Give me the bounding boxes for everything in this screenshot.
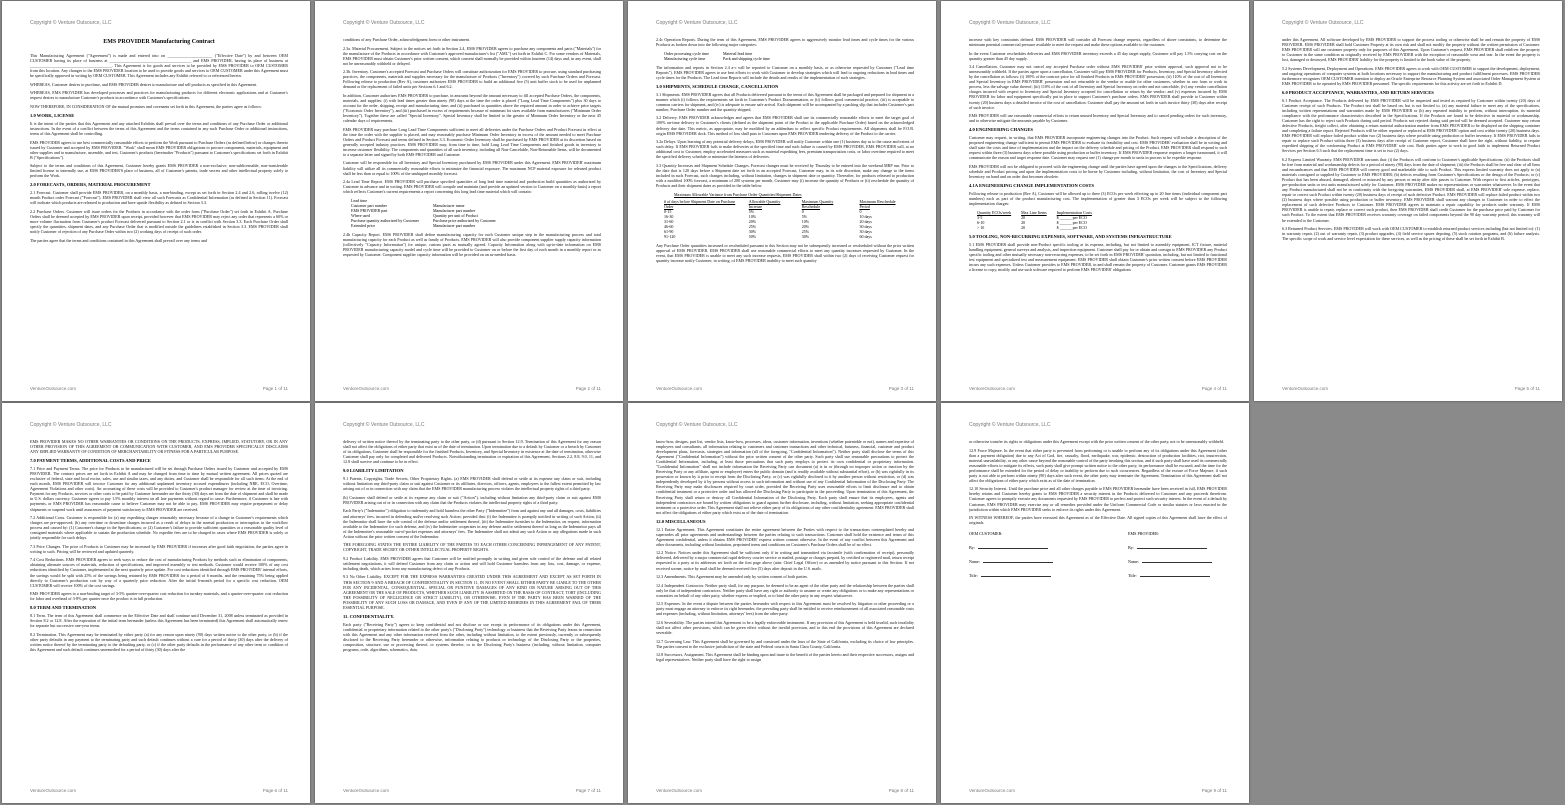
footer-site: VentureOutsource.com	[343, 788, 390, 793]
paragraph: This Manufacturing Agreement ("Agreement") is made and entered into on ______________________ ("Effective Date") by and between OEM CUSTOMER having its place of business at ________________________________________ and EMS PROVIDER, having its place of business at ________________________________________. This Agreement is for goods and services to be provided by EMS PROVIDER to OEM CUSTOMER from this location. Any changes to the EMS PROVIDER location to be used to provide goods and services to OEM CUSTOMER under this Agreement must be specifically approved in writing by OEM CUSTOMER. This Agreement includes any Exhibit referred to or referenced herein.	[30, 53, 288, 79]
paragraph: delivery of written notice thereof by the terminating party to the other party, or (d) pursuant to Section 12.9. Termination of this Agreement for any reason shall not affect the obligations of either party that exist as of the date of termination. Upon termination due to a default by Customer or a breach by Customer of its obligations, Customer shall be responsible for the finished Products, Inventory, and Special Inventory in existence at the date of termination, otherwise Customer shall pay only for completed and delivered Products. Notwithstanding termination or expiration of this Agreement, Sections 2.2, 8.8, 9.0, 11, and 12.8 shall survive and continue to be in effect.	[343, 439, 601, 465]
table-cell: 10 days	[859, 213, 872, 219]
document-page[interactable]	[941, 1, 1249, 401]
paragraph: 9.2 Product Liability. EMS PROVIDER agrees that Customer will be notified promptly in writing and given sole control of the defense and all related settlement negotiations, it will defend Customer from any claim or action and will hold Customer harmless from any loss, cost, damage, or expense, including death, which arises from any manufacturing defect of any Products.	[343, 555, 601, 571]
signature-field-label: By:	[969, 545, 975, 551]
paragraph: 6.3 Returned Product Services. EMS PROVIDER will work with OEM CUSTOMER to establish returned product services including (but not limited to): (1) in warranty repair, (2) out of warranty repair, (3) product upgrades, (4) field service spares depoting, (5) stock rotation programs, and (6) failure analysis. The specific scope of work and service level expectation for these services, as well as the pricing of these shall be set forth in Exhibit B.	[1282, 226, 1540, 242]
table-cell: 61-90	[664, 228, 674, 234]
page-of: of 11	[1217, 788, 1227, 793]
page-number: 8	[900, 788, 904, 793]
footer-page-number	[1515, 386, 1540, 391]
section-heading: 8.0 TERM AND TERMINATION	[30, 605, 97, 611]
paragraph: 3.2 Delivery. EMS PROVIDER acknowledges and agrees that EMS PROVIDER shall use its commercially reasonable efforts to meet the target goal of 100% on-time delivery to Customer's clients (defined as the shipment point of the Product to the applicable Purchase Order) based on the acknowledged delivery due date. This metric, as appropriate, may be modified by an addendum to reflect specific Product requirements. All shipments shall be F.O.B. origin EMS PROVIDER dock. This method of loss shall pass to Customer upon EMS PROVIDER tendering delivery of the Product to the carrier.	[656, 115, 914, 136]
paragraph: increase with key constraints defined. EMS PROVIDER will consider all Forecast change requests, regardless of above constraints, to determine the minimum potential commercial pressure available to meet the request and make these options available to the customer.	[969, 37, 1227, 48]
page-number: 6	[274, 788, 278, 793]
paragraph: Customer will be responsible for all Inventory and Special Inventory purchased by EMS PROVIDER under this Agreement. EMS PROVIDER' maximum liability will utilize all its commercially reasonable efforts to minimize the financial exposure. The maximum NCP material exposure for released product shall be less than or equal to 100% of the unshipped monthly forecast.	[343, 160, 601, 176]
page-footer	[30, 386, 288, 391]
table-cell: Manufacturer part number	[432, 207, 476, 213]
page-label: Page	[888, 788, 900, 793]
signature-party: OEM CUSTOMER:	[969, 531, 1003, 537]
section-heading: 7.0 PAYMENT TERMS, ADDITIONAL COSTS AND PRICE	[30, 458, 151, 464]
page-footer	[656, 788, 914, 793]
paragraph: 12.10 Security Interest. Until the purchase price and all other charges payable to EMS PROVIDER hereunder have been received in full, EMS PROVIDER hereby retains and Customer hereby grants to EMS PROVIDER a security interest in the Products delivered to Customer and any proceeds therefrom. Customer agrees to promptly execute any documents requested by EMS PROVIDER to perfect and protect such security interest. In the event of a default by Customer, EMS PROVIDER may exercise any or all remedies provided under the Uniform Commercial Code or similar statutes or laws enacted in the jurisdiction within which EMS PROVIDER seeks to enforce its rights under this Agreement.	[969, 486, 1227, 512]
page-body	[343, 439, 601, 781]
table-row	[664, 234, 914, 239]
paragraph: 2.3b. Inventory. Customer's accepted Forecast and Purchase Orders will constitute authorization for EMS PROVIDER to procure, using standard purchasing practices, the components, materials and supplies necessary for the manufacture of Products ("Inventory") covered by such Purchase Orders and Forecast. Following release to production (Rev A), customer authorizes EMS PROVIDER to build an additional five (5) unit buffer stock to be used for unplanned demand or the replacement of failed units per Sections 6.1 and 6.2.	[343, 69, 601, 90]
signature-line	[969, 545, 1068, 550]
footer-page-number	[576, 788, 601, 793]
paragraph: 9.1 Patents, Copyrights, Trade Secrets, Other Proprietary Rights. (a) EMS PROVIDER shall defend or settle at its expense any claim or suit, including without limitation any third-party claim or suit against Customer or its affiliates, directors, officers, agents, employees to the fullest extent permitted by law arising out of or in connection with any claim that the EMS PROVIDER manufacturing process violates the intellectual property rights of a third party.	[343, 476, 601, 492]
paragraph: under this Agreement. All software developed by EMS PROVIDER to support the process tooling or otherwise shall be and remain the property of EMS PROVIDER. EMS PROVIDER shall hold Customer Property at its own risk and shall not modify the property without the written permission of Customer. EMS PROVIDER will use customer property only for purposes of this Agreement. Upon Customer's request, EMS PROVIDER shall redeliver the property to Customer in the same condition as originally received by EMS PROVIDER with the exception of reasonable wear and tear. In the event the property is lost, damaged or destroyed, EMS PROVIDER' liability for the property is limited to the book value of the property.	[1282, 37, 1540, 63]
page-number: 3	[900, 386, 904, 391]
paragraph: EMS PROVIDER MAKES NO OTHER WARRANTIES OR CONDITIONS ON THE PRODUCTS, EXPRESS, IMPLIED, STATUTORY, OR IN ANY OTHER PROVISION OF THIS AGREEMENT OR COMMUNICATION WITH CUSTOMER, AND EMS PROVIDER SPECIFICALLY DISCLAIMS ANY IMPLIED WARRANTY OF CONDITION OF MERCHANTABILITY OR FITNESS FOR A PARTICULAR PURPOSE.	[30, 439, 288, 455]
page-label: Page	[575, 788, 587, 793]
signature-field-label: Name:	[1128, 559, 1139, 565]
footer-site: VentureOutsource.com	[30, 788, 77, 793]
paragraph: 12.5 Expenses. In the event a dispute between the parties hereunder with respect to this Agreement must be resolved by litigation or other proceeding or a party must engage an attorney to enforce its right hereunder, the prevailing party shall be entitled to receive reimbursement of all associated reasonable costs and expenses (including, without limitation, attorneys' fees) from the other party.	[656, 601, 914, 617]
page-of: of 11	[904, 788, 914, 793]
section-heading: 3.0 SHIPMENTS, SCHEDULE CHANGE, CANCELLATION	[656, 83, 779, 89]
footer-site: VentureOutsource.com	[969, 788, 1016, 793]
paragraph: WHEREAS, EMS PROVIDER has developed processes and practices for manufacturing products for different electronic applications and at Customer's request desires to manufacture Customer's products in accordance with Customer's specifications.	[30, 90, 288, 101]
paragraph: conditions of any Purchase Order, acknowledgment form or other instrument.	[343, 37, 471, 42]
page-footer	[969, 386, 1227, 391]
document-page[interactable]	[315, 1, 623, 401]
table-row	[664, 56, 784, 61]
footer-site: VentureOutsource.com	[656, 788, 703, 793]
table-cell: Manufacturer part number	[432, 222, 476, 228]
table-cell: 20%	[748, 218, 757, 224]
paragraph: Customer may request, in writing, that EMS PROVIDER incorporate engineering changes into the Product. Such request will include a description of the proposed engineering change sufficient to permit EMS PROVIDER to evaluate its feasibility and cost. EMS PROVIDER' evaluation shall be in writing and shall state the costs and time of implementation and the impact on the delivery schedule and pricing of the Product. EMS PROVIDER shall respond to such request within three (3) business days where possible using production or buffer inventory. If EMS PROVIDER response requires a longer turnaround, it will communicate the reason and target response date. Customer may request one (1) change per month to units in process to be expedite response.	[969, 135, 1227, 161]
signature-line	[1128, 545, 1227, 550]
table-cell: Pack and shipping cycle time	[722, 55, 770, 61]
page-label: Page	[262, 386, 274, 391]
footer-page-number	[263, 386, 288, 391]
page-footer	[656, 386, 914, 391]
paragraph: 3.3 Quantity Increases and Shipment Schedule Changes. Forecast changes must be received by Thursday to be entered into the weekend MRP run. Prior to the date that is 120 days before a Shipment date set forth in an accepted Forecast, Customer may, in its sole discretion, make any change to the items included in such Forecast, such changes including, without limitation, changes in shipment date or quantity. Thereafter, for products released to production with a modified 100% forecast, a minimum of 200 systems per month, Customer may (i) increase the quantity of Products or (ii) reschedule the quantity of Products and their shipment dates as provided in the table below.	[656, 162, 914, 188]
table-header-row	[977, 210, 1102, 215]
paragraph: 12.4 Independent Contractor. Neither party shall, for any purpose, be deemed to be an agent of the other party and the relationship between the parties shall only be that of independent contractors. Neither party shall have any right or authority to assume or create any obligations or to make any representations or warranties on behalf of any other party, whether express or implied, or to bind the other party in any respect whatsoever.	[656, 582, 914, 598]
paragraph: 2.2 Purchase Orders. Customer will issue orders for the Products in accordance with the order form ("Purchase Order") set forth in Exhibit A. Purchase Orders shall be deemed accepted by EMS PROVIDER upon receipt, provided however that EMS PROVIDER may reject any order that represents a 60% or more volume fluctuation from Customer's product Forecast delivered pursuant to Section 2.1 or is in conflict with Section 3.3. Each Purchase Order shall specify the quantities, shipment dates, and any Purchase Order that is modified outside the guidelines established in Section 3.3. EMS PROVIDER shall notify Customer of rejection of any Purchase Order within two (2) working days of receipt of such order.	[30, 209, 288, 235]
section-heading: 11. CONFIDENTIALITY.	[343, 613, 395, 619]
section-heading: 1.0 WORK, LICENSE	[30, 112, 75, 118]
paragraph: It is the intent of the parties that this Agreement and any attached Exhibits shall prevail over the terms and conditions of any Purchase Order or additional instructions. In the event of a conflict between the terms of this Agreement and the terms contained in any such Purchase Order or additional instructions, terms of this Agreement shall be controlling.	[30, 120, 288, 137]
signature-column	[1128, 531, 1227, 587]
table-cell: Manufacturer name	[432, 202, 465, 208]
page-of: of 11	[1217, 386, 1227, 391]
footer-page-number	[889, 788, 914, 793]
page-thumbnail-grid	[2, 1, 1563, 803]
page-number: 2	[587, 386, 591, 391]
section-heading: 12.0 MISCELLANEOUS	[656, 518, 706, 524]
footer-page-number	[889, 386, 914, 391]
signature-blank	[978, 548, 1048, 549]
document-page[interactable]	[628, 1, 936, 401]
page-body	[656, 37, 914, 379]
table-cell: $ ______ per ECO	[1056, 214, 1087, 220]
table-cell: 25%	[801, 228, 810, 234]
paragraph: EMS PROVIDER agrees to use best commercially reasonable efforts to perform the Work pursuant to Purchase Orders (as defined below) or changes thereto issued by Customer and accepted by EMS PROVIDER. "Work" shall mean EMS PROVIDER obligations to procure components, materials, equipment and other supplies and to manufacture, assemble, and test, Customer's products (hereinafter "Products") pursuant to Customer's specifications set forth in Exhibit B ("Specifications").	[30, 139, 288, 160]
signature-column	[969, 531, 1068, 587]
table-cell: 30 days	[859, 228, 872, 234]
table-cell: 20	[1021, 214, 1026, 220]
page-body	[969, 439, 1227, 781]
table-cell: 91-120	[664, 233, 676, 239]
page-of: of 11	[904, 386, 914, 391]
paragraph: 6.1 Product Acceptance. The Products delivered by EMS PROVIDER will be inspected and tested as required by Customer within twenty (20) days of Customer receipt of such Products. The Product test shall be based on, but is not limited to, (a) any material failure to meet any of the specifications, including written representations and warranties made by EMS PROVIDER or (b) any repeated inability to perform, without interruption, its material compliance with the performance characteristics described in the Specifications. If the Products are found to be defective in material or workmanship, Customer has the right to reject such Products during said period. Products not rejected during said period will be deemed accepted. Customer may return defective Products, freight collect, after obtaining a return material authorization number from EMS PROVIDER to be displayed on the shipping container and completing a failure report. Rejected Products will be either repaired or replaced at EMS PROVIDER' option and cost within twenty (20) business days. EMS PROVIDER will replace failed product within two (2) business days where possible using production or buffer inventory. If EMS PROVIDER fails to repair or replace such Product within three (3) business days after receipt of Customer report, Customer shall have the right, without liability, to require expedited shipping of the conforming Product at EMS PROVIDER' sole cost. Both parties agree to work in good faith to implement Returned Product Services per Section 6.3 such that the replacement time is set to two (2) days.	[1282, 97, 1540, 154]
page-body	[343, 37, 601, 379]
section-heading: 4.1A ENGINEERING CHANGE IMPLEMENTATION COSTS	[969, 183, 1095, 189]
paragraph: IN WITNESS WHEREOF, the parties have executed this Agreement as of the Effective Date. All signed copies of this Agreement shall have the effect of originals.	[969, 515, 1227, 526]
table-cell: Order processing cycle time	[664, 50, 709, 56]
document-page[interactable]	[1254, 1, 1562, 401]
page-of: of 11	[1530, 386, 1540, 391]
page-header: Copyright © Venture Outsource, LLC	[30, 20, 112, 26]
page-label: Page	[1201, 386, 1213, 391]
paragraph: 8.2 Termination. This Agreement may be terminated by either party (a) for any reason upon ninety (90) days written notice to the other party, or (b) if the other party defaults in any payment to the terminating party and such default continues without a cure for a period of thirty (30) days after the delivery of written notice thereof by the terminating party to the defaulting party, or (c) if the other party defaults in the performance of any other term or condition of this Agreement and such default continues unremedied for a period of thirty (30) days after the	[30, 631, 288, 653]
document-page[interactable]	[941, 403, 1249, 803]
section-heading: 9.0 LIABILITY LIMITATION	[343, 468, 404, 474]
table-cell: 5%	[801, 213, 808, 219]
page-content	[656, 403, 914, 803]
table-cell: 0	[859, 208, 862, 214]
page-of: of 11	[278, 788, 288, 793]
table-cell: 6-10	[977, 219, 985, 225]
table-cell: 30%	[748, 228, 757, 234]
page-of: of 11	[278, 386, 288, 391]
paragraph: 6.2 Express Limited Warranty. EMS PROVIDER warrants that: (i) the Products will conform to Customer's applicable Specifications; (ii) the Products shall be free from material and workmanship defects for a period of ninety (90) days from the date of shipment; (iii) the Products shall be free and clear of all liens and encumbrances and that EMS PROVIDER will convey good and marketable title to such Product. This express limited warranty does not apply to (a) materials consigned or supplied by Customer to EMS PROVIDER; (b) defects resulting from Customer's Specifications or the design of the Products; or (c) Product that has been abused, damaged, altered or misused by any person or entity after title passes to Customer. With respect to first articles, prototypes, pre-production units or test units manufactured solely for Customer, EMS PROVIDER makes no representations or warranties whatsoever. In the event that any Product manufactured shall not be in conformity with the foregoing warranties, EMS PROVIDER shall, at EMS PROVIDER' sole expense, replace, repair or correct such Product within twenty (20) business days of receipt of such defective Product. EMS PROVIDER will replace failed product within two (2) business days where possible using production or buffer inventory. EMS PROVIDER shall warrant any changes to Customer in order to effect the replacement of such defective Products to Customer. EMS PROVIDER agrees to maintain a repair capability for products under warranty. If EMS PROVIDER is unable to repair, replace or correct such product, then EMS PROVIDER shall credit Customer for the purchase price paid by Customer for such Product. To the extent that EMS PROVIDER receives warranty coverage on failed components beyond the 90 day warranty period, this warranty will be extended to the Customer.	[1282, 156, 1540, 223]
paragraph: 5.2 Systems Development, Deployment and Operations. EMS PROVIDER agrees to work with OEM CUSTOMER to support the development, deployment, and ongoing operations of computer systems at both locations necessary to support the manufacturing and product fulfillment processes. EMS PROVIDER furthermore recognizes OEM CUSTOMER intention to deploy an Oracle Enterprise Resource Planning System and associated Order Management System at EMS PROVIDER to be operated by EMS PROVIDER personnel. The specific requirements for this activity are set forth in Exhibit D.	[1282, 65, 1540, 86]
paragraph: 7.4 Cost Reductions. EMS PROVIDER agrees to seek ways to reduce the cost of manufacturing Products by methods such as elimination of components, obtaining alternate sources of materials, reduction of specifications, and improved assembly or test methods. Customer would receive 100% of any cost reductions identified by Customer, implemented at the next quarterly price update. For cost reductions identified through EMS PROVIDER' internal efforts, the savings would be split with 25% of the savings being retained by EMS PROVIDER for a period of 6 months, and the remaining 75% being applied directly to Customer's production cost by way of a quarterly price reduction. After the initial 6-month period for a specific cost reduction, OEM CUSTOMER will receive 100% of the cost savings.	[30, 557, 288, 588]
signature-party: EMS PROVIDER:	[1128, 531, 1160, 537]
paragraph: 3.2a Delays. Upon learning of any potential delivery delays, EMS PROVIDER will notify Customer within one (1) business day as to the cause and extent of such delay. If EMS PROVIDER fails to make deliveries at the specified time and such failure is caused by EMS PROVIDER, EMS PROVIDER will, at no additional cost to Customer, employ accelerated measures such as material expediting fees, premium transportation costs, or labor overtime required to meet the specified delivery schedule or minimize the lateness of deliveries.	[656, 139, 914, 160]
page-header: Copyright © Venture Outsource, LLC	[969, 422, 1051, 428]
paragraph: EMS PROVIDER may purchase Long Lead Time Components sufficient to meet all deliveries under the Purchase Orders and Product Forecast in effect at the time the order with the supplier is placed, and may reasonably purchase Minimum Order Inventory in excess of the amount needed to meet Purchase Orders and Product Forecast and terms defined in Section 3.3. Economic Order Inventory shall be purchased by EMS PROVIDER at its discretion based on generally accepted industry practices. EMS PROVIDER may, from time to time, hold Long Lead Time Components and finished goods in inventory to increase customer flexibility. The components and quantities of all such inventory, including all Non-Cancelable, Non-Returnable Items, will be documented to a separate letter and signed by both EMS PROVIDER and Customer.	[343, 126, 601, 157]
table-cell: $ ______ per ECO	[1056, 219, 1087, 225]
page-footer	[343, 788, 601, 793]
paragraph: EMS PROVIDER will not be obligated to proceed with the engineering change until the parties have agreed upon the changes to the Specifications, delivery schedule and Product pricing and upon the implementation costs to be borne by Customer including, without limitation, the cost of Inventory and Special Inventory on hand and on order that becomes obsolete.	[969, 163, 1227, 180]
signature-field-label: Name:	[969, 559, 980, 565]
document-page[interactable]	[2, 1, 310, 401]
table-header-cell: Maximum Quantity Reschedule	[801, 198, 834, 209]
signature-line	[1128, 573, 1227, 578]
table-cell: 20 days	[859, 218, 872, 224]
paragraph: The parties agree that the terms and conditions contained in this Agreement shall prevail over any terms and	[30, 237, 207, 243]
document-page[interactable]	[2, 403, 310, 803]
page-content	[30, 1, 288, 401]
paragraph: or otherwise transfer its rights or obligations under this Agreement except with the prior written consent of the other party, not to be unreasonably withheld.	[969, 439, 1224, 444]
section-heading: 4.0 ENGINEERING CHANGES	[969, 127, 1033, 133]
table-header-cell: Quantity ECOs/week	[977, 209, 1012, 215]
paragraph: 7.3 Price Changes. The price of Products to Customer may be increased by EMS PROVIDER if increases after good faith negotiation, the parties agree in writing to such. Pricing will be reviewed and updated quarterly.	[30, 543, 288, 554]
paragraph: Each Party's ("Indemnitor") obligation to indemnify and hold harmless the other Party ("Indemnitee") from and against any and all damages, costs, liabilities and attorneys' fees, incurred in defending and/or resolving such Action; provided that: (i) the Indemnitee is promptly notified in writing of such Action, (ii) the Indemnitor shall have the sole control of the defense and/or settlement thereof, (iii) the Indemnitee furnishes to the Indemnitor, on request, information available to the Indemnitee for such defense, and (iv) the Indemnitee cooperates in any defense and/or settlement thereof as long as the Indemnitor pays all of the Indemnitee's reasonable out-of-pocket expenses and attorneys' fees. The Indemnitee shall not admit any such Action or any allegations made in such Action without the prior written consent of the Indemnitor.	[343, 508, 601, 539]
table-cell: 46-60	[664, 223, 674, 229]
page-number: 9	[1213, 788, 1217, 793]
paragraph: Subject to the terms and conditions of this Agreement, Customer hereby grants EMS PROVIDER a non-exclusive, non-sublicensable, non-transferable limited license to internally use, at EMS PROVIDER'S place of business, all of Customer's patents, trade secrets and other intellectual property solely to perform the Work.	[30, 163, 288, 179]
page-header: Copyright © Venture Outsource, LLC	[656, 20, 738, 26]
signature-block	[969, 531, 1227, 587]
page-body	[969, 37, 1227, 379]
paragraph: 12.2 Notice. Notices under this Agreement shall be sufficient only if in writing and transmitted via facsimile (with confirmation of receipt), personally delivered, delivered by a major commercial rapid delivery courier service or mailed, postage or charges prepaid, by certified or registered mail, return receipt requested to a party at its addresses set forth on the first page above (attn: Chief Legal Officer) or as amended by notice pursuant to this Section. If not received sooner, notice by mail shall be deemed received five (5) days after deposit in the U.S. mails.	[656, 550, 914, 571]
table-cell: 31-60	[664, 218, 674, 224]
table-cell: Extended price	[351, 222, 376, 228]
footer-site: VentureOutsource.com	[1282, 386, 1329, 391]
signature-field-label: By:	[1128, 545, 1134, 551]
paragraph: 12.8 Successors, Assignment. This Agreement shall be binding upon and inure to the benefit of the parties hereto and their respective successors, assigns and legal representatives. Neither party shall have the right to assign	[656, 652, 914, 663]
table-cell: 50%	[748, 233, 757, 239]
signature-blank	[1140, 576, 1210, 577]
page-label: Page	[262, 788, 274, 793]
page-label: Page	[1201, 788, 1213, 793]
signature-blank	[1137, 548, 1207, 549]
page-footer	[343, 386, 601, 391]
page-of: of 11	[591, 788, 601, 793]
data-table	[351, 198, 510, 228]
table-cell: 60 days	[859, 233, 872, 239]
page-number: 4	[1213, 386, 1217, 391]
signature-field-label: Title:	[969, 573, 978, 579]
table-cell: 5%	[748, 208, 755, 214]
table-cell: Where used	[351, 212, 370, 218]
page-number: 1	[274, 386, 278, 391]
footer-site: VentureOutsource.com	[656, 386, 703, 391]
paragraph: EMS PROVIDER will use reasonable commercial efforts to return unused Inventory and Special Inventory and to cancel pending orders for such inventory, and to otherwise mitigate the amounts payable by Customer.	[969, 113, 1227, 124]
table-cell: Lead time	[351, 197, 368, 203]
paragraph: The information and reports in Section 2.4 a-c will be reported to Customer on a monthly basis, or as otherwise requested by Customer ("Lead time Reports"). EMS PROVIDER agrees to use best efforts to work with Customer to develop strategies which will lead to ongoing reductions in lead times and cycle times for the Products. The Lead time Reports will include the details and results of the implementation of such strategies.	[656, 64, 914, 80]
page-content	[656, 1, 914, 401]
table-row	[351, 223, 510, 228]
footer-site: VentureOutsource.com	[30, 386, 77, 391]
footer-site: VentureOutsource.com	[969, 386, 1016, 391]
table-header-cell: Max Line Items	[1021, 209, 1047, 215]
table-cell: Manufacturing cycle time	[664, 55, 706, 61]
footer-page-number	[263, 788, 288, 793]
signature-line	[969, 573, 1068, 578]
section-heading: 6.0 PRODUCT ACCEPTANCE, WARRANTIES, AND RETURN SERVICES	[1282, 89, 1434, 95]
table-cell: 3-5	[977, 214, 983, 220]
table-cell: 30 days	[859, 223, 872, 229]
table-cell: 20	[1021, 219, 1026, 225]
table-cell: 0	[801, 208, 804, 214]
page-number: 5	[1526, 386, 1530, 391]
page-header: Copyright © Venture Outsource, LLC	[656, 422, 738, 428]
paragraph: 12.7 Governing Law. This Agreement shall be governed by and construed under the laws of the State of California, excluding its choice of law principles. The parties consent to the exclusive jurisdiction of the state and Federal courts in Santa Clara County, California.	[656, 638, 914, 649]
paragraph: 2.4a Lead Time Report. EMS PROVIDER will purchase specified quantities of long lead time material and production build quantities as authorized by Customer in advance and in writing. EMS PROVIDER will compile and maintain (and provide an updated version to Customer on a monthly basis) a report which reflects Customer's current requirements a report concerning this long lead time material which will contain:	[343, 179, 601, 195]
page-header: Copyright © Venture Outsource, LLC	[343, 20, 425, 26]
paragraph: Following release to production (Rev A), Customer will be allowed up to three (3) ECOs per week effecting up to 20 line items (individual component part numbers) each as part of the product manufacturing cost. The implementation of greater than 3 ECOs per week will be subject to the following implementation charges:	[969, 191, 1227, 207]
page-header: Copyright © Venture Outsource, LLC	[969, 20, 1051, 26]
section-heading: 2.0 FORECASTS, ORDERS, MATERIAL PROCUREMENT	[30, 182, 151, 188]
table-cell: 25%	[748, 223, 757, 229]
document-page[interactable]	[315, 403, 623, 803]
page-body	[30, 439, 288, 781]
document-page[interactable]	[628, 403, 936, 803]
table-header-cell: # of days before Shipment Date on Purchase Order	[664, 198, 736, 209]
page-header: Copyright © Venture Outsource, LLC	[343, 422, 425, 428]
paragraph: Any Purchase Order quantities increased or rescheduled pursuant to this Section may not be subsequently increased or rescheduled without the prior written approval of EMS PROVIDER. EMS PROVIDER shall use reasonable commercial efforts to meet any quantity increases requested by Customer. In the event, that EMS PROVIDER is unable to meet any such increase requests, EMS PROVIDER shall within two (2) days of receiving Customer request for quantity increase notify Customer, in writing, of EMS PROVIDER inability to meet such quantity	[656, 242, 914, 263]
paragraph: 7.2 Additional Costs. Customer is responsible for (a) any expediting charges reasonably necessary because of a change in Customer's requirements which charges are pre-approved; (b) any overtime or downtime charges incurred as a result of delays in the normal production or interruption in the workflow process and caused by: (1) Customer's change in the Specifications; or (2) Customer's failure to provide sufficient quantities or a reasonable quality level of consigned materials where applicable to sustain the production schedule. No expedite fees are to be charged in cases where EMS PROVIDER is solely or jointly responsible for such delays.	[30, 515, 288, 541]
data-table	[977, 210, 1102, 230]
paragraph: 3.1 Shipments. EMS PROVIDER agrees that all Products delivered pursuant to the terms of this Agreement shall be packaged and prepared for shipment in a manner which (i) follows the requirements set forth in Customer's Product Documentation, or (ii) follows good commercial practice, (iii) is acceptable to common carriers for shipment, and (iv) is adequate to ensure safe arrival. Each shipment will be accompanied by a packing slip that includes Customer's part number, Purchase Order number and the quantity shipped.	[656, 91, 914, 112]
page-body	[30, 37, 288, 379]
footer-page-number	[576, 386, 601, 391]
table-caption: Maximum Allowable Variance from Purchase Order Quantities/Shipment Dates	[674, 191, 802, 197]
page-footer	[1282, 386, 1540, 391]
paragraph: Each party ("Receiving Party") agrees to keep confidential and not disclose or use except in performance of its obligations under this Agreement, confidential or proprietary information related to the other party's ("Disclosing Party") technology or business that the Receiving Party learns in connection with this Agreement and any other information received from the other, including without limitation, to the extent previously, currently or subsequently disclosed to the Receiving Party hereunder or otherwise, information relating to products or technology of the Disclosing Party or the properties, composition, structure, use or processing thereof, or systems therefor, or to the Disclosing Party's business (including, without limitation, computer programs, code, algorithms, schematics, data,	[343, 621, 601, 653]
page-label: Page	[1514, 386, 1526, 391]
page-body	[656, 439, 914, 781]
table-cell: Purchase quantity authorized by Customer	[351, 217, 419, 223]
section-heading: 5.0 TOOLING, NON-RECURRING EXPENSES, SOFTWARE, AND SYSTEMS INFRASTRUCTURE	[969, 233, 1172, 239]
table-cell: Customer part number	[351, 202, 387, 208]
signature-blank	[981, 576, 1051, 577]
page-footer	[969, 788, 1227, 793]
page-label: Page	[888, 386, 900, 391]
signature-blank	[983, 562, 1053, 563]
page-content	[343, 1, 601, 401]
paragraph: 12.3 Amendments. This Agreement may be amended only by written consent of both parties.	[656, 574, 809, 580]
paragraph: 2.4b Capacity Report. EMS PROVIDER shall define manufacturing capacity for each Customer unique step in the manufacturing process and total manufacturing capacity for each Product as well as family of Products. EMS PROVIDER will also provide component supplier supply capacity information (collectively "Capacity Information") for unique, custom parts as mutually agreed. Capacity Information along with up-to-date information on EMS PROVIDER manufacturing capacity model and cycle time will be provided to Customer on or before the first day of each month in a monthly report or as requested by Customer. Component supplier capacity information will be provided on an as-needed basis.	[343, 231, 601, 257]
page-content	[969, 1, 1227, 401]
table-cell: 10%	[801, 218, 810, 224]
table-cell: 30%	[801, 233, 810, 239]
paragraph: In addition, Customer authorizes EMS PROVIDER to purchase, in amounts beyond the amount necessary to fill accepted Purchase Orders, the components, materials, and supplies: (i) with lead times greater than ninety (90) days at the time the order is placed ("Long Lead Time Components") plus 30 days to account for the order, shipping, receipt and manufacturing time; and (ii) purchased in quantities above the required amount in order to achieve price targets ("Economic Order Inventory"), and (iii) purchased in excess of requirements because of minimum lot sizes available from manufacturers ("Minimum Order Inventory"). Together these are called "Special Inventory". Special Inventory shall be limited to the greater of Minimum Order Inventory or the next 45 calendar days of requirements.	[343, 92, 601, 124]
footer-site: VentureOutsource.com	[343, 386, 390, 391]
page-number: 7	[587, 788, 591, 793]
page-body	[1282, 37, 1540, 379]
data-table	[664, 199, 914, 239]
paragraph: NOW THEREFORE, IN CONSIDERATION OF the mutual promises and covenants set forth in this Agreement, the parties agree as follows:	[30, 103, 262, 109]
table-header-cell: Allowable Quantity Increase	[748, 198, 781, 209]
table-cell: 10%	[748, 213, 757, 219]
page-content	[1282, 1, 1540, 401]
table-cell: 0-15	[664, 208, 672, 214]
table-cell: Material lead time	[722, 50, 753, 56]
paragraph: 12.1 Entire Agreement. This Agreement constitutes the entire agreement between the Parties with respect to the transactions contemplated hereby and supersedes all prior agreements and understandings between the parties relating to such transactions. Customer shall hold the existence and terms of this Agreement confidential, unless it obtains EMS PROVIDER' express written consent otherwise. In the event of any conflict between this Agreement and other documents, including without limitation, preprinted terms and conditions on Customer's Purchase Orders shall be of no effect.	[656, 526, 914, 547]
paragraph: 12.9 Force Majeure. In the event that either party is prevented from performing or is unable to perform any of its obligations under this Agreement (other than a payment obligation) due to any Act of God, fire, casualty, flood, earthquake, war, epidemic, destruction of production facilities, riot, insurrection, material unavailability, or any other cause beyond the reasonable control of the party invoking this section, and if such party shall have used its commercially reasonable efforts to mitigate its effects, such party shall give prompt written notice to the other party, its performance shall be excused, and the time for the performance shall be extended for the period of delay or inability to perform due to such occurrences. Regardless of the excuse of Force Majeure, if such party is not able to perform within ninety (90) days after such event, the other party may terminate the Agreement. Termination of this Agreement shall not affect the obligations of either party which exist as of the date of termination.	[969, 447, 1227, 483]
paragraph: 9.3 No Other Liability. EXCEPT FOR THE EXPRESS WARRANTIES CREATED UNDER THIS AGREEMENT AND EXCEPT AS SET FORTH IN THIS SECTION 9 AND A BREACH OF CONFIDENTIALITY IN SECTION 11, IN NO EVENT SHALL EITHER PARTY BE LIABLE TO THE OTHER FOR ANY INCIDENTAL, CONSEQUENTIAL, SPECIAL OR PUNITIVE DAMAGES OF ANY KIND OR NATURE ARISING OUT OF THIS AGREEMENT OR THE SALE OF PRODUCTS, WHETHER SUCH LIABILITY IS ASSERTED ON THE BASIS OF CONTRACT, TORT (INCLUDING THE POSSIBILITY OF NEGLIGENCE OR STRICT LIABILITY), OR OTHERWISE, EVEN IF THE PARTY HAS BEEN WARNED OF THE POSSIBILITY OF ANY SUCH LOSS OR DAMAGE, AND EVEN IF ANY OF THE LIMITED REMEDIES IN THIS AGREEMENT FAIL OF THEIR ESSENTIAL PURPOSE.	[343, 574, 601, 610]
page-label: Page	[575, 386, 587, 391]
signature-line	[1128, 559, 1227, 564]
paragraph: 3.4 Cancellation. Customer may not cancel any accepted Purchase order without EMS PROVIDER' prior written approval, such approval not to be unreasonably withheld. If the parties agree upon a cancellation, Customer will pay EMS PROVIDER for Products, Inventory, and Special Inventory affected by the cancellation as follows: (i) 100% of the contract price for all finished Products in EMS PROVIDER' possession; (ii) 110% of the cost of all Inventory and Special Inventory in EMS PROVIDER' possession and not returnable to the vendor or usable for other customers, whether in raw form or work in process, less the salvage value thereof; (iii) 110% of the cost of all Inventory and Special Inventory on order and not cancelable, (iv) any vendor cancellation charges incurred with respect to Inventory and Special Inventory accepted for cancellation or return by the vendor; and (v) expenses incurred by EMS PROVIDER for labor and equipment specifically put in place to support Customer's purchase orders. EMS PROVIDER shall provide to Customer within twenty (20) business days a detailed invoice of the cost of cancellation. Customer shall pay the amount set forth in such invoice thirty (30) days after receipt of such invoice.	[969, 64, 1227, 110]
data-table	[664, 51, 784, 61]
paragraph: know-how, designs, part list, vendor lists, know-how, processes, ideas, customer information, inventions (whether patentable or not), names and expertise of employees and consultants, all information relating to customers and customer transactions and other technical, business, financial, customer and product development plans, forecasts, strategies and information (all of the foregoing, "Confidential Information"). Neither party shall disclose the terms of this Agreement ("Confidential Information") without the prior written consent of the other party. Such party shall use reasonable precautions to protect the Confidential Information, including, at least those precautions that such party employs to protect its own confidential or proprietary information. "Confidential Information" shall not include information the Receiving Party can document (a) is in or (through no improper action or inaction by the Receiving Party or any affiliate, agent or employee) enters the public domain (and is readily available without substantial effort), or (b) was rightfully in its possession or known by it prior to receipt from the Disclosing Party, or (c) was rightfully disclosed to it by another person without restriction, or (d) was independently developed by it by persons without access to such information and without use of any Confidential Information of the Disclosing Party. The Receiving Party may make disclosures required by court order, provided the Receiving Party uses reasonable efforts to limit disclosure and to obtain confidential treatment or a protective order and has allowed the Disclosing Party to participate in the proceeding. Upon termination of this Agreement, the Receiving Party shall return or destroy all Confidential Information of the Disclosing Party. Each party shall ensure that its employees, agents and independent contractors are bound by written obligations to guard against further disclosure, including, without limitation, seeking appropriate confidential treatment or a protective order. This Agreement shall not relieve either party of its obligations of any other confidentiality agreement. EMS PROVIDER shall not affect the obligations of either party which exist as of the date of termination.	[656, 439, 914, 515]
paragraph: In the event Customer reschedules deliveries and EMS PROVIDER inventory exceeds a 45 day target supply, Customer will pay 1.5% carrying cost on the quantity greater than 45 day supply.	[969, 50, 1227, 61]
table-cell: 20%	[801, 223, 810, 229]
table-cell: Quantity per unit of Product	[432, 212, 479, 218]
paragraph: THE FOREGOING STATES THE ENTIRE LIABILITY OF THE PARTIES TO EACH OTHER CONCERNING INFRINGEMENT OF ANY PATENT, COPYRIGHT, TRADE SECRET OR OTHER INTELLECTUAL PROPERTY RIGHTS.	[343, 542, 601, 553]
table-cell: EMS PROVIDER part	[351, 207, 388, 213]
page-footer	[30, 788, 288, 793]
signature-line	[969, 559, 1068, 564]
page-header: Copyright © Venture Outsource, LLC	[1282, 20, 1364, 26]
table-header-row	[664, 199, 914, 209]
footer-page-number	[1202, 386, 1227, 391]
signature-blank	[1142, 562, 1212, 563]
page-content	[969, 403, 1227, 803]
page-content	[30, 403, 288, 803]
table-cell: Purchase price authorized by Customer	[432, 217, 496, 223]
paragraph: 2.3a. Material Procurement. Subject to the notices set forth in Section 2.4, EMS PROVIDER agrees to purchase any components and parts ("Materials") for the manufacture of the Products in accordance with Customer's approved manufacturer's list ("AML") set forth in Exhibit C. For some vendors of Materials, EMS PROVIDER must obtain Customer's prior written consent, which consent shall normally be provided within fourteen (14) days and, in any event, shall not be unreasonably withheld or delayed.	[343, 45, 601, 66]
page-content	[343, 403, 601, 803]
paragraph: 2.4c Operation Reports. During the term of this Agreement, EMS PROVIDER agrees to aggressively monitor lead times and cycle times for the various Products as broken down into the following major categories:	[656, 37, 914, 48]
table-cell: 20	[1021, 224, 1026, 230]
table-header-cell: Maximum Reschedule Period	[859, 198, 896, 209]
page-header: Copyright © Venture Outsource, LLC	[30, 422, 112, 428]
paragraph: WHEREAS, Customer desires to purchase, and EMS PROVIDER desires to manufacture and sell products as specified in this Agreement.	[30, 81, 258, 87]
table-row	[977, 225, 1102, 230]
signature-field-label: Title:	[1128, 573, 1137, 579]
page-of: of 11	[591, 386, 601, 391]
footer-page-number	[1202, 788, 1227, 793]
paragraph: 7.1 Price and Payment Terms. The price for Products to be manufactured will be set through Purchase Orders issued by Customer and accepted by EMS PROVIDER. The contract prices are set forth in Exhibit A and may be changed from time to time by mutual written agreement. All prices quoted are exclusive of federal, state and local excise, sales, use and similar taxes, and any duties, and Customer shall be responsible for all such items. At the end of each month, EMS PROVIDER will invoice Customer for any additional unplanned inventory accrued expenditures (including NRE, ECO, Overtime, Agreement Violations and other costs). An accounting of these costs will be provided to Customer's product manager for review at the time of invoicing. Payment for any Products, services or other costs to be paid by Customer hereunder are due thirty (30) days net from the date of shipment and shall be made in U.S. dollars currency. Customer agrees to pay 1.5% monthly interest on all late payments without regard to cause. Furthermore, if Customer is late with payments, or EMS PROVIDER has reasonable cause to believe Customer may not be able to pay, EMS PROVIDER may require prepayment or delay shipments or suspend work until assurances of payment satisfactory to EMS PROVIDER are received.	[30, 466, 288, 512]
paragraph: 12.6 Severability. The parties intend this Agreement to be a legally enforceable instrument. If any provision of this Agreement is held invalid, such invalidity shall not affect other provisions, which can be given effect without the invalid provision, and to this end the provisions of this Agreement are declared severable.	[656, 619, 914, 635]
table-cell: $ ______ per ECO	[1056, 224, 1087, 230]
paragraph: (b) Customer shall defend or settle at its expense any claim or suit ("Action"), including without limitation any third-party claim or suit against EMS PROVIDER arising out of or in connection with any claim that the Products violates the intellectual property rights of a third party.	[343, 494, 601, 505]
paragraph: EMS PROVIDER agrees to a non-binding target of 3-5% quarter-over-quarter cost reduction for turnkey materials, and a quarter-over-quarter cost reduction for labor and overhead of 3-8% per quarter once the product is in full production.	[30, 591, 288, 602]
paragraph: 8.1 Term. The term of this Agreement shall commence on the Effective Date and shall continue until December 31, 2008 unless terminated as provided in Section 8.2 or 12.8. After the expiration of the initial term hereunder (unless this Agreement has been terminated) this Agreement shall automatically renew for separate but successive one-year terms.	[30, 613, 288, 629]
table-header-cell: Implementation Costs	[1056, 209, 1092, 215]
paragraph: 5.1 EMS PROVIDER shall provide non-Product specific tooling at its expense, including, but not limited to assembly equipment, ICT fixture, material handling equipment, general surveys and analysis, and inspection equipment. Customer shall pay for or obtain and consign to EMS PROVIDER any Product specific tooling and other mutually necessary non-recurring expenses, to be set forth in EMS PROVIDER' quotation, including, but not limited to functional test equipment and specialized test and measurement equipment. EMS PROVIDER shall obtain Customer's prior written consent before EMS PROVIDER incurs any such expenses. Unless Customer provides to EMS PROVIDER, in and shall remain the property of Customer. Customer grants EMS PROVIDER a license to copy, modify and use such software required to perform EMS PROVIDER' obligations	[969, 241, 1227, 272]
table-cell: > 10	[977, 224, 985, 230]
paragraph: 2.1 Forecast. Customer shall provide EMS PROVIDER, on a monthly basis, a non-binding, except as set forth in Section 2.4 and 2.6, rolling twelve (12) month Product order Forecast ("Forecast"). EMS PROVIDER shall view all such Forecasts as Confidential Information (as defined in Section 11). Forecast will indicate which products are released to production and have upside flexibility as defined in Section 3.3.	[30, 190, 288, 206]
table-cell: 16-30	[664, 213, 674, 219]
document-title: EMS PROVIDER Manufacturing Contract	[103, 39, 215, 45]
